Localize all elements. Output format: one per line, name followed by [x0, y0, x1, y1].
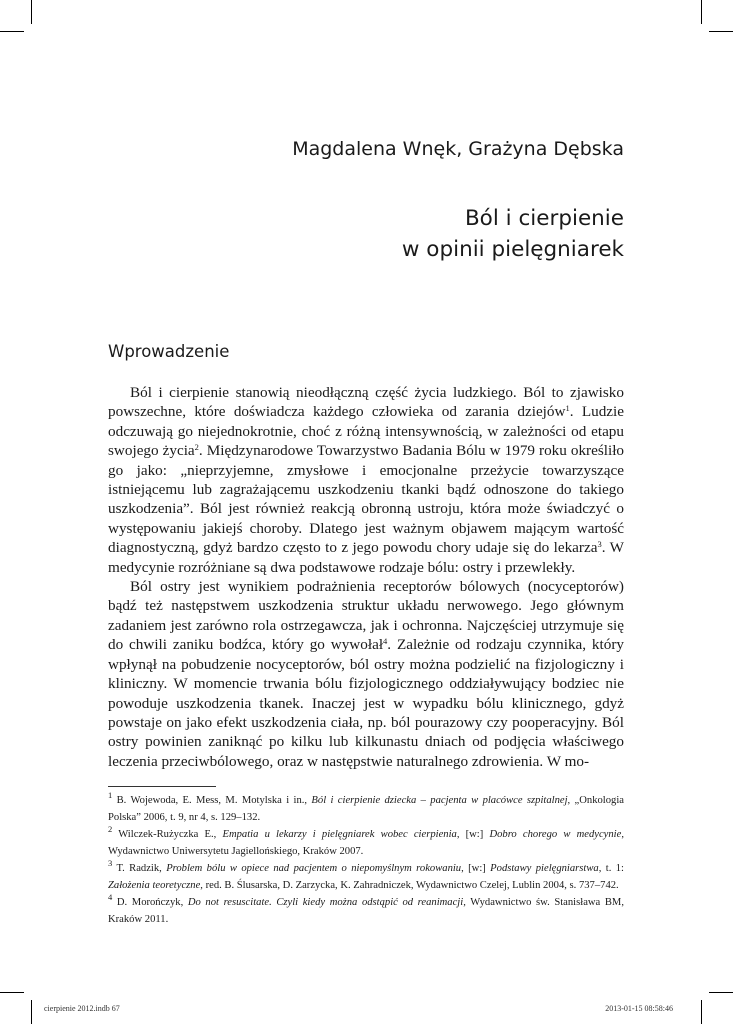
- footnote: [108, 860, 624, 894]
- crop-mark: [701, 1000, 702, 1024]
- text-run: . W medycynie rozróżniane są dwa podstawowe rodzaje bólu: ostry i przewlekły.: [108, 539, 624, 576]
- crop-mark: [709, 31, 733, 32]
- italic-text: Podstawy pielęgniarstwa: [490, 863, 599, 874]
- paragraph: [108, 383, 624, 577]
- print-slug-file: cierpienie 2012.indb 67: [44, 1004, 120, 1013]
- footnote-ref: 3: [597, 539, 602, 550]
- text-run: Ból i cierpienie stanowią nieodłączną część życia ludzkiego. Ból to zjawisko powszechne, które doświadcza każdego człowieka od zarania dziejów: [108, 384, 624, 421]
- chapter-title-line: Ból i cierpienie: [464, 206, 624, 231]
- text-run: , [w:]: [461, 863, 491, 874]
- italic-text: Problem bólu w opiece nad pacjentem o niepomyślnym rokowaniu: [166, 863, 462, 874]
- italic-text: Empatia u lekarzy i pielęgniarek wobec cierpienia: [222, 829, 457, 840]
- text-run: , [w:]: [456, 829, 490, 840]
- chapter-title: [108, 203, 624, 265]
- footnote-ref: 2: [194, 442, 199, 453]
- text-run: D. Morończyk,: [112, 897, 188, 908]
- text-run: , t. 1:: [598, 863, 624, 874]
- crop-mark: [31, 1000, 32, 1024]
- crop-mark: [31, 0, 32, 24]
- text-run: Wilczek-Rużyczka E.,: [112, 829, 223, 840]
- crop-mark: [0, 31, 24, 32]
- crop-mark: [0, 992, 24, 993]
- chapter-title-line: w opinii pielęgniarek: [401, 237, 624, 262]
- footnote-ref: 4: [108, 892, 113, 902]
- section-heading: Wprowadzenie: [108, 342, 230, 361]
- text-run: . Zależnie od rodzaju czynnika, który wpłynął na pobudzenie nocyceptorów, ból ostry można podzielić na fizjologiczny i kliniczny. W momencie trwania bólu fizjologicznego oddziaływujący bodziec nie powoduje uszkodzenia tkanek. Inaczej jest w wypadku bólu klinicznego, gdyż powstaje on jako efekt uszkodzenia ciała, np. ból pourazowy czy pooperacyjny. Ból ostry powinien zaniknąć po kilku lub kilkunastu dniach od podjęcia właściwego leczenia przeciwbólowego, oraz w następstwie naturalnego zdrowienia. W mo-: [108, 636, 624, 770]
- text-run: B. Wojewoda, E. Mess, M. Motylska i in.,: [112, 795, 312, 806]
- text-run: , red. B. Ślusarska, D. Zarzycka, K. Zahradniczek, Wydawnictwo Czelej, Lublin 2004, s. 737–742.: [200, 880, 619, 891]
- italic-text: Założenia teoretyczne: [108, 880, 201, 891]
- footnotes: [108, 792, 624, 928]
- paragraph: [108, 577, 624, 771]
- footnote: [108, 894, 624, 928]
- crop-mark: [701, 0, 702, 24]
- footnote-ref: 4: [383, 636, 388, 647]
- text-run: , Wydawnictwo św. Stanisława BM, Kraków 2011.: [108, 897, 624, 925]
- print-slug-timestamp: 2013-01-15 08:58:46: [605, 1004, 673, 1013]
- italic-text: Ból i cierpienie dziecka – pacjenta w placówce szpitalnej: [311, 795, 568, 806]
- text-run: . Ludzie odczuwają go niejednokrotnie, choć z różną intensywnością, w zależności od etapu swojego życia: [108, 403, 624, 460]
- crop-mark: [709, 992, 733, 993]
- footnote: [108, 826, 624, 860]
- italic-text: Dobro chorego w medycynie: [489, 829, 622, 840]
- body-text: [108, 383, 624, 771]
- footnote-ref: 3: [108, 858, 113, 868]
- text-run: Ból ostry jest wynikiem podrażnienia receptorów bólowych (nocyceptorów) bądź też następstwem uszkodzenia struktur układu nerwowego. Jego głównym zadaniem jest zarówno rola ostrzegawcza, jak i ochronna. Najczęściej utrzymuje się do chwili zaniku bodźca, który go wywołał: [108, 578, 624, 654]
- chapter-authors: Magdalena Wnęk, Grażyna Dębska: [292, 138, 624, 160]
- text-run: . Międzynarodowe Towarzystwo Badania Bólu w 1979 roku określiło go jako: „nieprzyjemne, zmysłowe i emocjonalne przeżycie towarzyszące istniejącemu lub zagrażającemu uszkodzeniu tkanki bądź odnoszone do takiego uszkodzenia”. Ból jest również reakcją obronną ustroju, która może świadczyć o występowaniu jakiejś choroby. Dlatego jest ważnym objawem mającym wartość diagnostyczną, gdyż bardzo często to z jego powodu chory udaje się do lekarza: [108, 442, 625, 557]
- text-run: T. Radzik,: [112, 863, 167, 874]
- footnote-ref: 2: [108, 824, 113, 834]
- footnote-ref: 1: [108, 790, 113, 800]
- footnote-ref: 1: [565, 403, 570, 414]
- footnote-rule: [108, 786, 216, 787]
- italic-text: Do not resuscitate. Czyli kiedy można odstąpić od reanimacji: [187, 897, 464, 908]
- text-run: , „Onkologia Polska” 2006, t. 9, nr 4, s. 129–132.: [108, 795, 624, 823]
- text-run: , Wydawnictwo Uniwersytetu Jagiellońskiego, Kraków 2007.: [108, 829, 624, 857]
- footnote: [108, 792, 624, 826]
